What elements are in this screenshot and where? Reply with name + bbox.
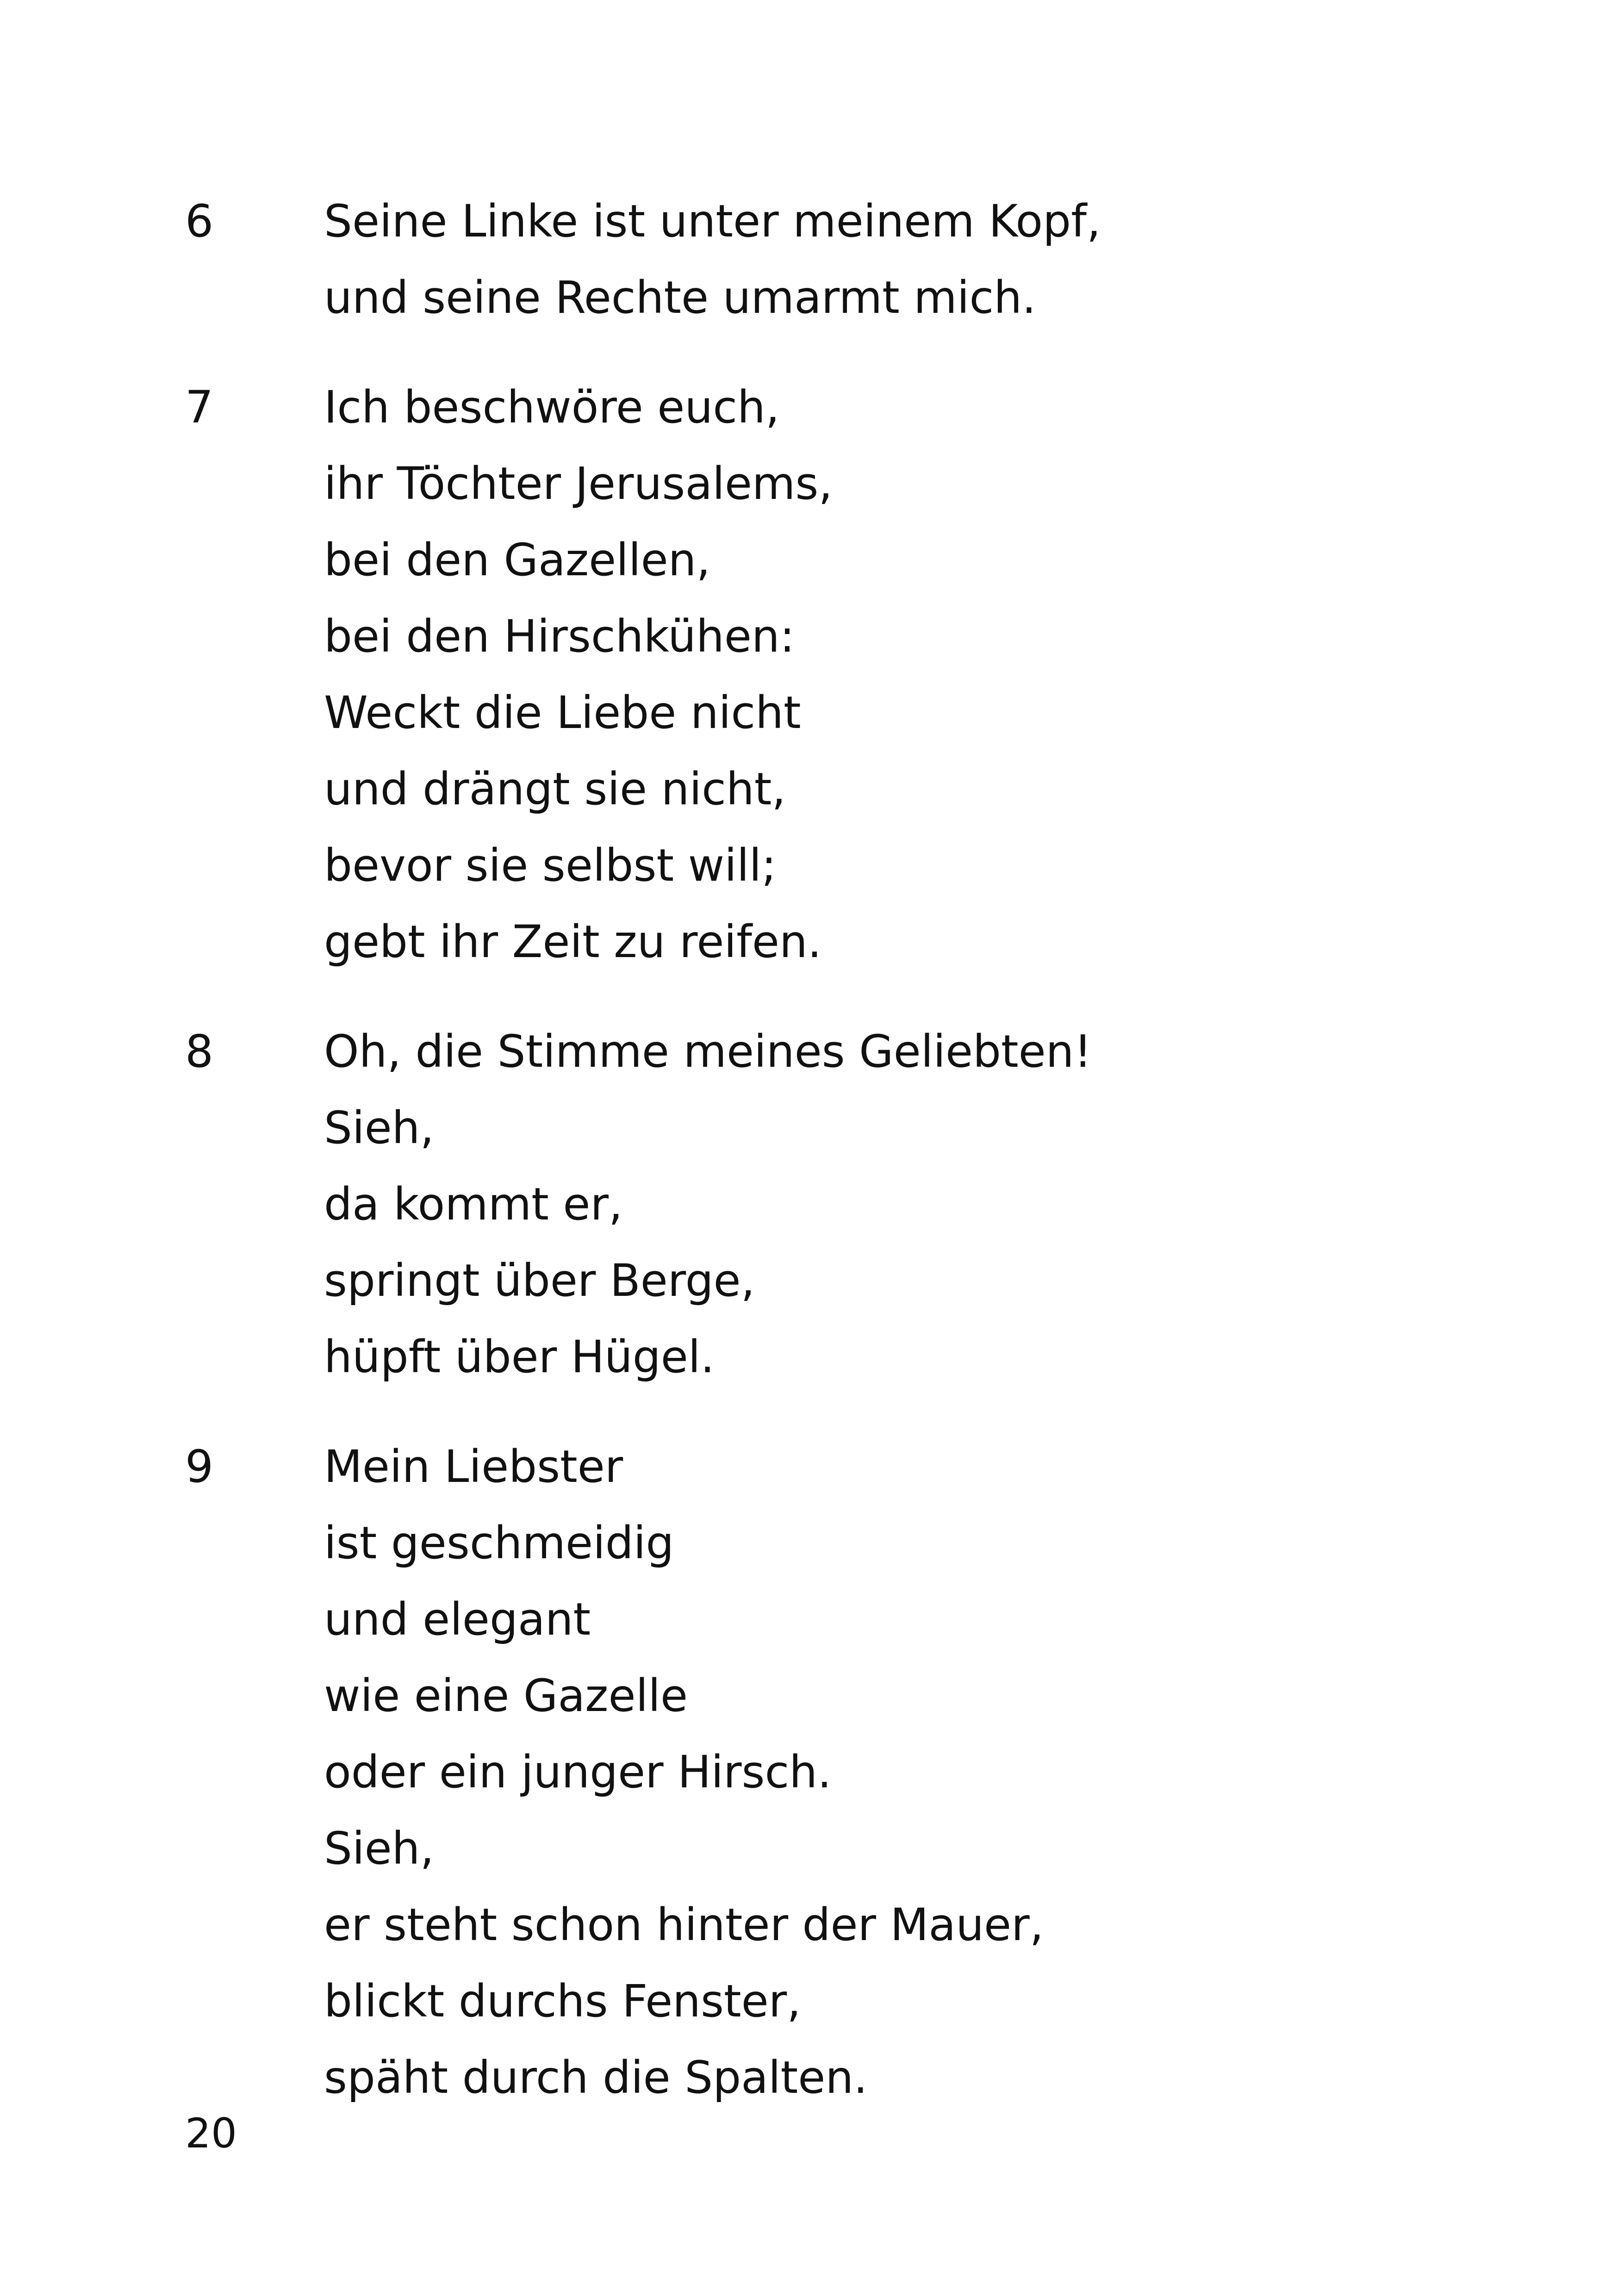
verse-lines [324, 369, 1481, 980]
verse-line: wie eine Gazelle [324, 1670, 688, 1722]
verse-line: er steht schon hinter der Mauer, [324, 1899, 1044, 1951]
verse-line: Seine Linke ist unter meinem Kopf, [324, 195, 1101, 247]
verse-line: oder ein junger Hirsch. [324, 1746, 832, 1798]
verse-number: 9 [185, 1441, 214, 1493]
verse-7 [185, 369, 1481, 980]
verse-number: 6 [185, 195, 214, 247]
verse-line: bei den Gazellen, [324, 534, 710, 586]
verse-line: ist geschmeidig [324, 1517, 674, 1569]
verse-6 [185, 183, 1481, 336]
verse-line: Sieh, [324, 1823, 435, 1874]
verse-9 [185, 1429, 1481, 2116]
verse-line: bei den Hirschkühen: [324, 610, 795, 662]
verse-number: 7 [185, 381, 214, 433]
verse-line: Mein Liebster [324, 1441, 623, 1493]
verse-lines [324, 183, 1481, 336]
verse-line: da kommt er, [324, 1178, 623, 1230]
verse-line: bevor sie selbst will; [324, 840, 777, 891]
verse-list [185, 183, 1481, 2149]
page-number: 20 [185, 2109, 237, 2157]
verse-line: und elegant [324, 1593, 591, 1645]
verse-line: Sieh, [324, 1102, 435, 1154]
verse-line: und seine Rechte umarmt mich. [324, 272, 1036, 324]
verse-line: blickt durchs Fenster, [324, 1975, 801, 2027]
verse-line: gebt ihr Zeit zu reifen. [324, 916, 822, 968]
verse-line: Ich beschwöre euch, [324, 381, 780, 433]
verse-lines [324, 1429, 1481, 2116]
verse-line: ihr Töchter Jerusalems, [324, 458, 833, 510]
verse-line: und drängt sie nicht, [324, 763, 786, 815]
verse-line: hüpft über Hügel. [324, 1331, 715, 1383]
verse-number: 8 [185, 1026, 214, 1077]
verse-line: Weckt die Liebe nicht [324, 687, 801, 739]
verse-line: späht durch die Spalten. [324, 2052, 868, 2103]
verse-lines [324, 1014, 1481, 1395]
verse-8 [185, 1014, 1481, 1395]
verse-line: Oh, die Stimme meines Geliebten! [324, 1026, 1092, 1077]
verse-line: springt über Berge, [324, 1255, 755, 1307]
